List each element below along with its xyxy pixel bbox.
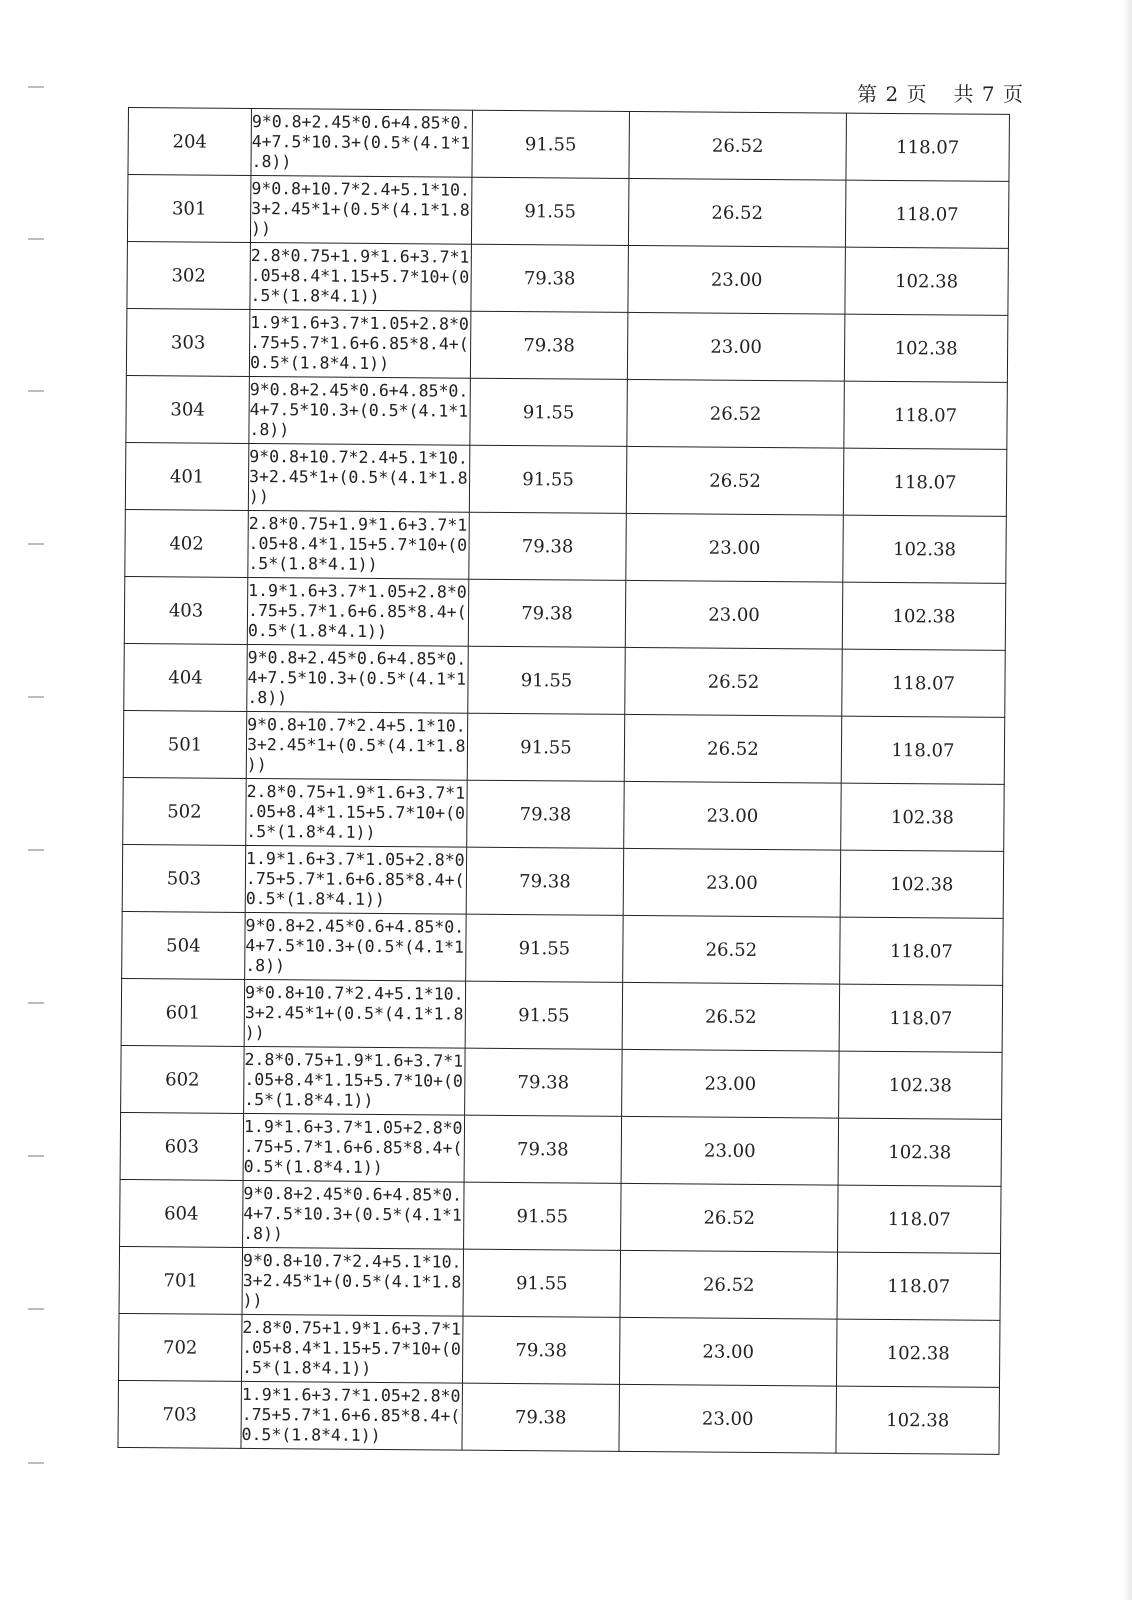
shared-area-cell: 23.00 — [619, 1384, 837, 1453]
shared-area-cell: 26.52 — [623, 915, 841, 984]
room-number-cell: 503 — [122, 844, 246, 912]
room-number-cell: 604 — [120, 1179, 244, 1247]
total-area-cell: 102.38 — [836, 1319, 1000, 1387]
room-number-cell: 502 — [123, 777, 247, 845]
total-area-cell: 102.38 — [840, 850, 1004, 918]
shared-area-cell: 23.00 — [624, 781, 842, 850]
area-value-cell: 79.38 — [465, 1048, 623, 1116]
room-number-cell: 603 — [120, 1112, 244, 1180]
total-area-cell: 118.07 — [841, 716, 1005, 784]
shared-area-cell: 26.52 — [622, 982, 840, 1051]
area-formula-cell: 1.9*1.6+3.7*1.05+2.8*0 .75+5.7*1.6+6.85*8.4+( 0.5*(1.8*4.1)) — [241, 1381, 463, 1450]
table-row — [120, 1179, 1001, 1253]
area-value-cell: 91.55 — [467, 713, 625, 781]
shared-area-cell: 23.00 — [621, 1116, 839, 1185]
table-row — [126, 308, 1007, 382]
total-area-cell: 102.38 — [838, 1118, 1002, 1186]
room-number-cell: 403 — [124, 576, 248, 644]
table-row — [125, 442, 1006, 516]
area-formula-cell: 2.8*0.75+1.9*1.6+3.7*1 .05+8.4*1.15+5.7*10+(0 .5*(1.8*4.1)) — [246, 778, 468, 847]
binder-mark — [28, 86, 44, 88]
table-row — [124, 576, 1005, 650]
room-number-cell: 302 — [127, 241, 251, 309]
area-value-cell: 91.55 — [465, 981, 623, 1049]
area-formula-cell: 1.9*1.6+3.7*1.05+2.8*0 .75+5.7*1.6+6.85*8.4+( 0.5*(1.8*4.1)) — [249, 309, 471, 378]
total-area-cell: 102.38 — [841, 783, 1005, 851]
area-formula-cell: 9*0.8+10.7*2.4+5.1*10. 3+2.45*1+(0.5*(4.1*1.8 )) — [248, 443, 470, 512]
total-area-cell: 118.07 — [846, 113, 1010, 181]
table-row — [118, 1313, 999, 1387]
area-formula-cell: 9*0.8+2.45*0.6+4.85*0. 4+7.5*10.3+(0.5*(4.1*1 .8)) — [247, 644, 469, 713]
room-number-cell: 501 — [123, 710, 247, 778]
area-value-cell: 79.38 — [470, 311, 628, 379]
area-formula-cell: 9*0.8+10.7*2.4+5.1*10. 3+2.45*1+(0.5*(4.1*1.8 )) — [242, 1247, 464, 1316]
room-number-cell: 601 — [121, 978, 245, 1046]
area-formula-cell: 2.8*0.75+1.9*1.6+3.7*1 .05+8.4*1.15+5.7*10+(0 .5*(1.8*4.1)) — [244, 1046, 466, 1115]
area-value-cell: 91.55 — [472, 110, 630, 178]
room-number-cell: 701 — [119, 1246, 243, 1314]
area-value-cell: 91.55 — [464, 1182, 622, 1250]
table-row — [125, 509, 1006, 583]
total-area-cell: 102.38 — [844, 314, 1008, 382]
total-area-cell: 118.07 — [845, 180, 1009, 248]
table-row — [128, 108, 1009, 182]
binder-mark — [28, 1462, 44, 1464]
total-area-cell: 102.38 — [843, 515, 1007, 583]
shared-area-cell: 23.00 — [619, 1317, 837, 1386]
table-row — [122, 911, 1003, 985]
total-area-cell: 118.07 — [840, 917, 1004, 985]
table-row — [119, 1246, 1000, 1320]
total-area-cell: 118.07 — [843, 448, 1007, 516]
area-value-cell: 79.38 — [464, 1115, 622, 1183]
area-formula-cell: 9*0.8+2.45*0.6+4.85*0. 4+7.5*10.3+(0.5*(4.1*1 .8)) — [245, 912, 467, 981]
area-formula-cell: 1.9*1.6+3.7*1.05+2.8*0 .75+5.7*1.6+6.85*8.4+( 0.5*(1.8*4.1)) — [245, 845, 467, 914]
room-number-cell: 702 — [118, 1313, 242, 1381]
total-area-cell: 118.07 — [844, 381, 1008, 449]
shared-area-cell: 23.00 — [628, 245, 846, 314]
binder-hole-marks — [22, 0, 52, 1600]
shared-area-cell: 23.00 — [627, 312, 845, 381]
area-formula-cell: 9*0.8+10.7*2.4+5.1*10. 3+2.45*1+(0.5*(4.1*1.8 )) — [250, 175, 472, 244]
shared-area-cell: 26.52 — [628, 178, 846, 247]
area-formula-cell: 9*0.8+10.7*2.4+5.1*10. 3+2.45*1+(0.5*(4.1*1.8 )) — [244, 979, 466, 1048]
area-formula-cell: 9*0.8+2.45*0.6+4.85*0. 4+7.5*10.3+(0.5*(4.1*1 .8)) — [251, 108, 473, 177]
shared-area-cell: 26.52 — [620, 1250, 838, 1319]
area-formula-cell: 9*0.8+2.45*0.6+4.85*0. 4+7.5*10.3+(0.5*(4.1*1 .8)) — [243, 1180, 465, 1249]
shared-area-cell: 26.52 — [627, 379, 845, 448]
total-area-cell: 118.07 — [837, 1252, 1001, 1320]
area-value-cell: 91.55 — [468, 646, 626, 714]
area-formula-cell: 9*0.8+10.7*2.4+5.1*10. 3+2.45*1+(0.5*(4.1*1.8 )) — [246, 711, 468, 780]
area-table — [117, 107, 1010, 1455]
table-row — [126, 375, 1007, 449]
binder-mark — [28, 543, 44, 545]
table-row — [122, 844, 1003, 918]
table-row — [121, 978, 1002, 1052]
binder-mark — [28, 849, 44, 851]
shared-area-cell: 26.52 — [624, 714, 842, 783]
shared-area-cell: 26.52 — [621, 1183, 839, 1252]
area-value-cell: 91.55 — [466, 914, 624, 982]
area-formula-cell: 2.8*0.75+1.9*1.6+3.7*1 .05+8.4*1.15+5.7*10+(0 .5*(1.8*4.1)) — [250, 242, 472, 311]
area-value-cell: 79.38 — [462, 1383, 620, 1451]
table-row — [124, 643, 1005, 717]
binder-mark — [28, 1002, 44, 1004]
shared-area-cell: 23.00 — [622, 1049, 840, 1118]
shared-area-cell: 23.00 — [626, 513, 844, 582]
shared-area-cell: 23.00 — [625, 580, 843, 649]
total-area-cell: 118.07 — [838, 1185, 1002, 1253]
area-formula-cell: 9*0.8+2.45*0.6+4.85*0. 4+7.5*10.3+(0.5*(4.1*1 .8)) — [249, 376, 471, 445]
area-value-cell: 79.38 — [462, 1316, 620, 1384]
room-number-cell: 404 — [124, 643, 248, 711]
table-row — [120, 1112, 1001, 1186]
area-value-cell: 79.38 — [468, 579, 626, 647]
binder-mark — [28, 696, 44, 698]
page-number-header — [857, 78, 1024, 107]
shared-area-cell: 26.52 — [626, 446, 844, 515]
area-value-cell: 91.55 — [469, 445, 627, 513]
binder-mark — [28, 390, 44, 392]
area-formula-cell: 2.8*0.75+1.9*1.6+3.7*1 .05+8.4*1.15+5.7*10+(0 .5*(1.8*4.1)) — [241, 1314, 463, 1383]
room-number-cell: 401 — [125, 442, 249, 510]
page-total: 共 7 页 — [953, 82, 1024, 106]
table-row — [121, 1045, 1002, 1119]
page-number: 第 2 页 — [857, 82, 928, 106]
table-row — [123, 777, 1004, 851]
table-row — [118, 1380, 999, 1454]
area-formula-cell: 2.8*0.75+1.9*1.6+3.7*1 .05+8.4*1.15+5.7*10+(0 .5*(1.8*4.1)) — [248, 510, 470, 579]
room-number-cell: 204 — [128, 108, 252, 176]
binder-mark — [28, 238, 44, 240]
table-row — [123, 710, 1004, 784]
total-area-cell: 118.07 — [839, 984, 1003, 1052]
room-number-cell: 301 — [127, 175, 251, 243]
shared-area-cell: 26.52 — [625, 647, 843, 716]
room-number-cell: 504 — [122, 911, 246, 979]
total-area-cell: 102.38 — [836, 1386, 1000, 1454]
area-value-cell: 79.38 — [469, 512, 627, 580]
area-value-cell: 79.38 — [466, 847, 624, 915]
scan-edge-shadow — [1122, 0, 1132, 1600]
area-value-cell: 91.55 — [463, 1249, 621, 1317]
area-value-cell: 79.38 — [471, 244, 629, 312]
binder-mark — [28, 1155, 44, 1157]
binder-mark — [28, 1308, 44, 1310]
table-row — [127, 175, 1008, 249]
area-formula-cell: 1.9*1.6+3.7*1.05+2.8*0 .75+5.7*1.6+6.85*8.4+( 0.5*(1.8*4.1)) — [247, 577, 469, 646]
shared-area-cell: 23.00 — [623, 848, 841, 917]
table-body — [118, 108, 1009, 1455]
room-number-cell: 703 — [118, 1380, 242, 1448]
room-number-cell: 304 — [126, 375, 250, 443]
total-area-cell: 102.38 — [839, 1051, 1003, 1119]
shared-area-cell: 26.52 — [629, 111, 847, 180]
room-number-cell: 303 — [126, 308, 250, 376]
area-formula-cell: 1.9*1.6+3.7*1.05+2.8*0 .75+5.7*1.6+6.85*8.4+( 0.5*(1.8*4.1)) — [243, 1113, 465, 1182]
table-row — [127, 241, 1008, 315]
room-number-cell: 402 — [125, 509, 249, 577]
total-area-cell: 118.07 — [842, 649, 1006, 717]
room-number-cell: 602 — [121, 1045, 245, 1113]
total-area-cell: 102.38 — [842, 582, 1006, 650]
area-value-cell: 79.38 — [467, 780, 625, 848]
total-area-cell: 102.38 — [845, 247, 1009, 315]
area-value-cell: 91.55 — [471, 177, 629, 245]
area-table-container — [117, 107, 1006, 1455]
area-value-cell: 91.55 — [470, 378, 628, 446]
